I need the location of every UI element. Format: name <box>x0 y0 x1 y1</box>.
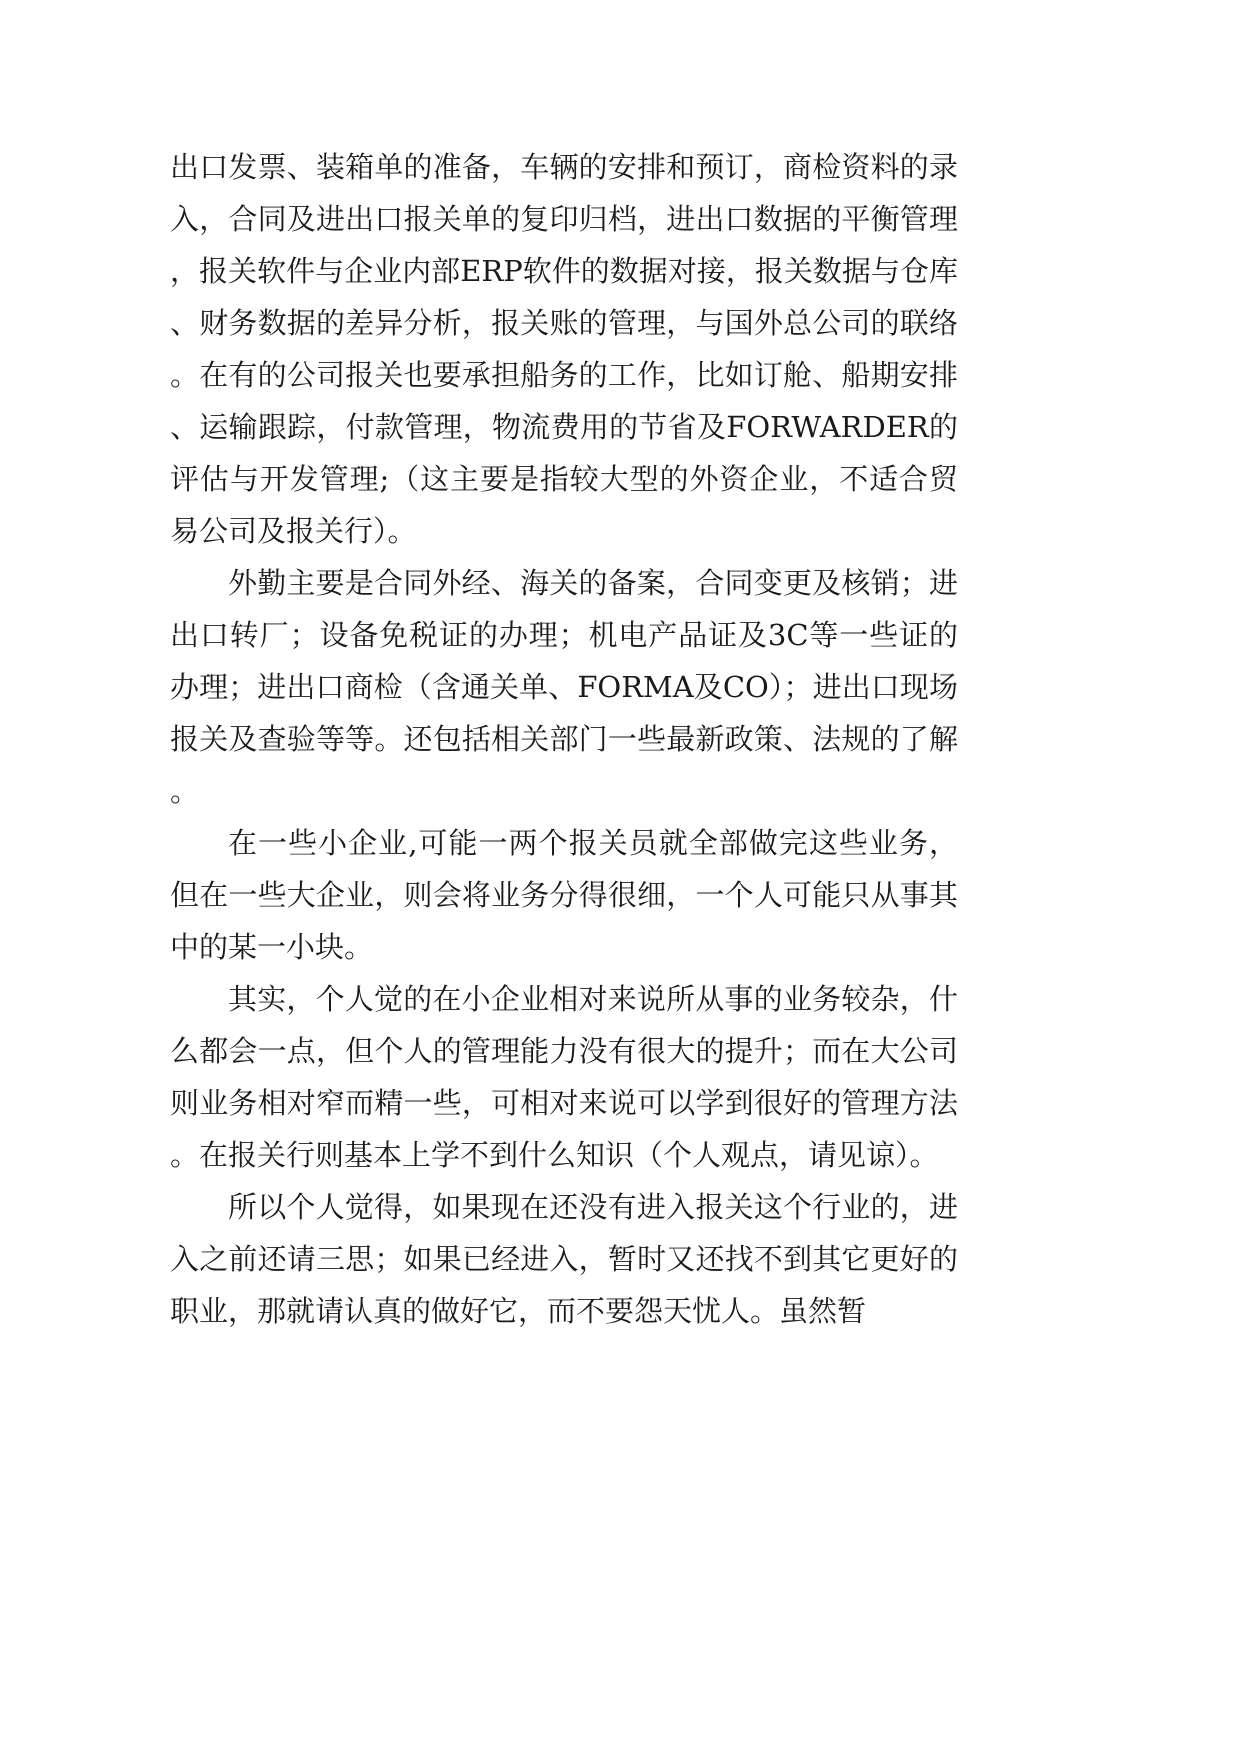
paragraph-continued: 出口发票、装箱单的准备，车辆的安排和预订，商检资料的录入，合同及进出口报关单的复印归档，进出口数据的平衡管理，报关软件与企业内部ERP软件的数据对接，报关数据与仓库、财务数据的差异分析，报关账的管理，与国外总公司的联络。在有的公司报关也要承担船务的工作，比如订舱、船期安排、运输跟踪，付款管理，物流费用的节省及FORWARDER的评估与开发管理;（这主要是指较大型的外资企业，不适合贸易公司及报关行）。 <box>170 150 958 548</box>
paragraph-field-work: 外勤主要是合同外经、海关的备案，合同变更及核销；进出口转厂；设备免税证的办理；机电产品证及3C等一些证的办理；进出口商检（含通关单、FORMA及CO）；进出口现场报关及查验等等。还包括相关部门一些最新政策、法规的了解。 <box>170 566 958 808</box>
paragraph-advice: 所以个人觉得，如果现在还没有进入报关这个行业的，进入之前还请三思；如果已经进入，暂时又还找不到其它更好的职业，那就请认真的做好它，而不要怨天忧人。虽然暂 <box>170 1190 958 1328</box>
paragraph-personal-opinion: 其实，个人觉的在小企业相对来说所从事的业务较杂，什么都会一点，但个人的管理能力没有很大的提升；而在大公司则业务相对窄而精一些，可相对来说可以学到很好的管理方法。在报关行则基本上学不到什么知识（个人观点，请见谅）。 <box>170 982 958 1172</box>
paragraph-small-vs-large-enterprise: 在一些小企业,可能一两个报关员就全部做完这些业务，但在一些大企业，则会将业务分得很细，一个人可能只从事其中的某一小块。 <box>170 826 958 964</box>
document-body <box>170 141 958 1337</box>
